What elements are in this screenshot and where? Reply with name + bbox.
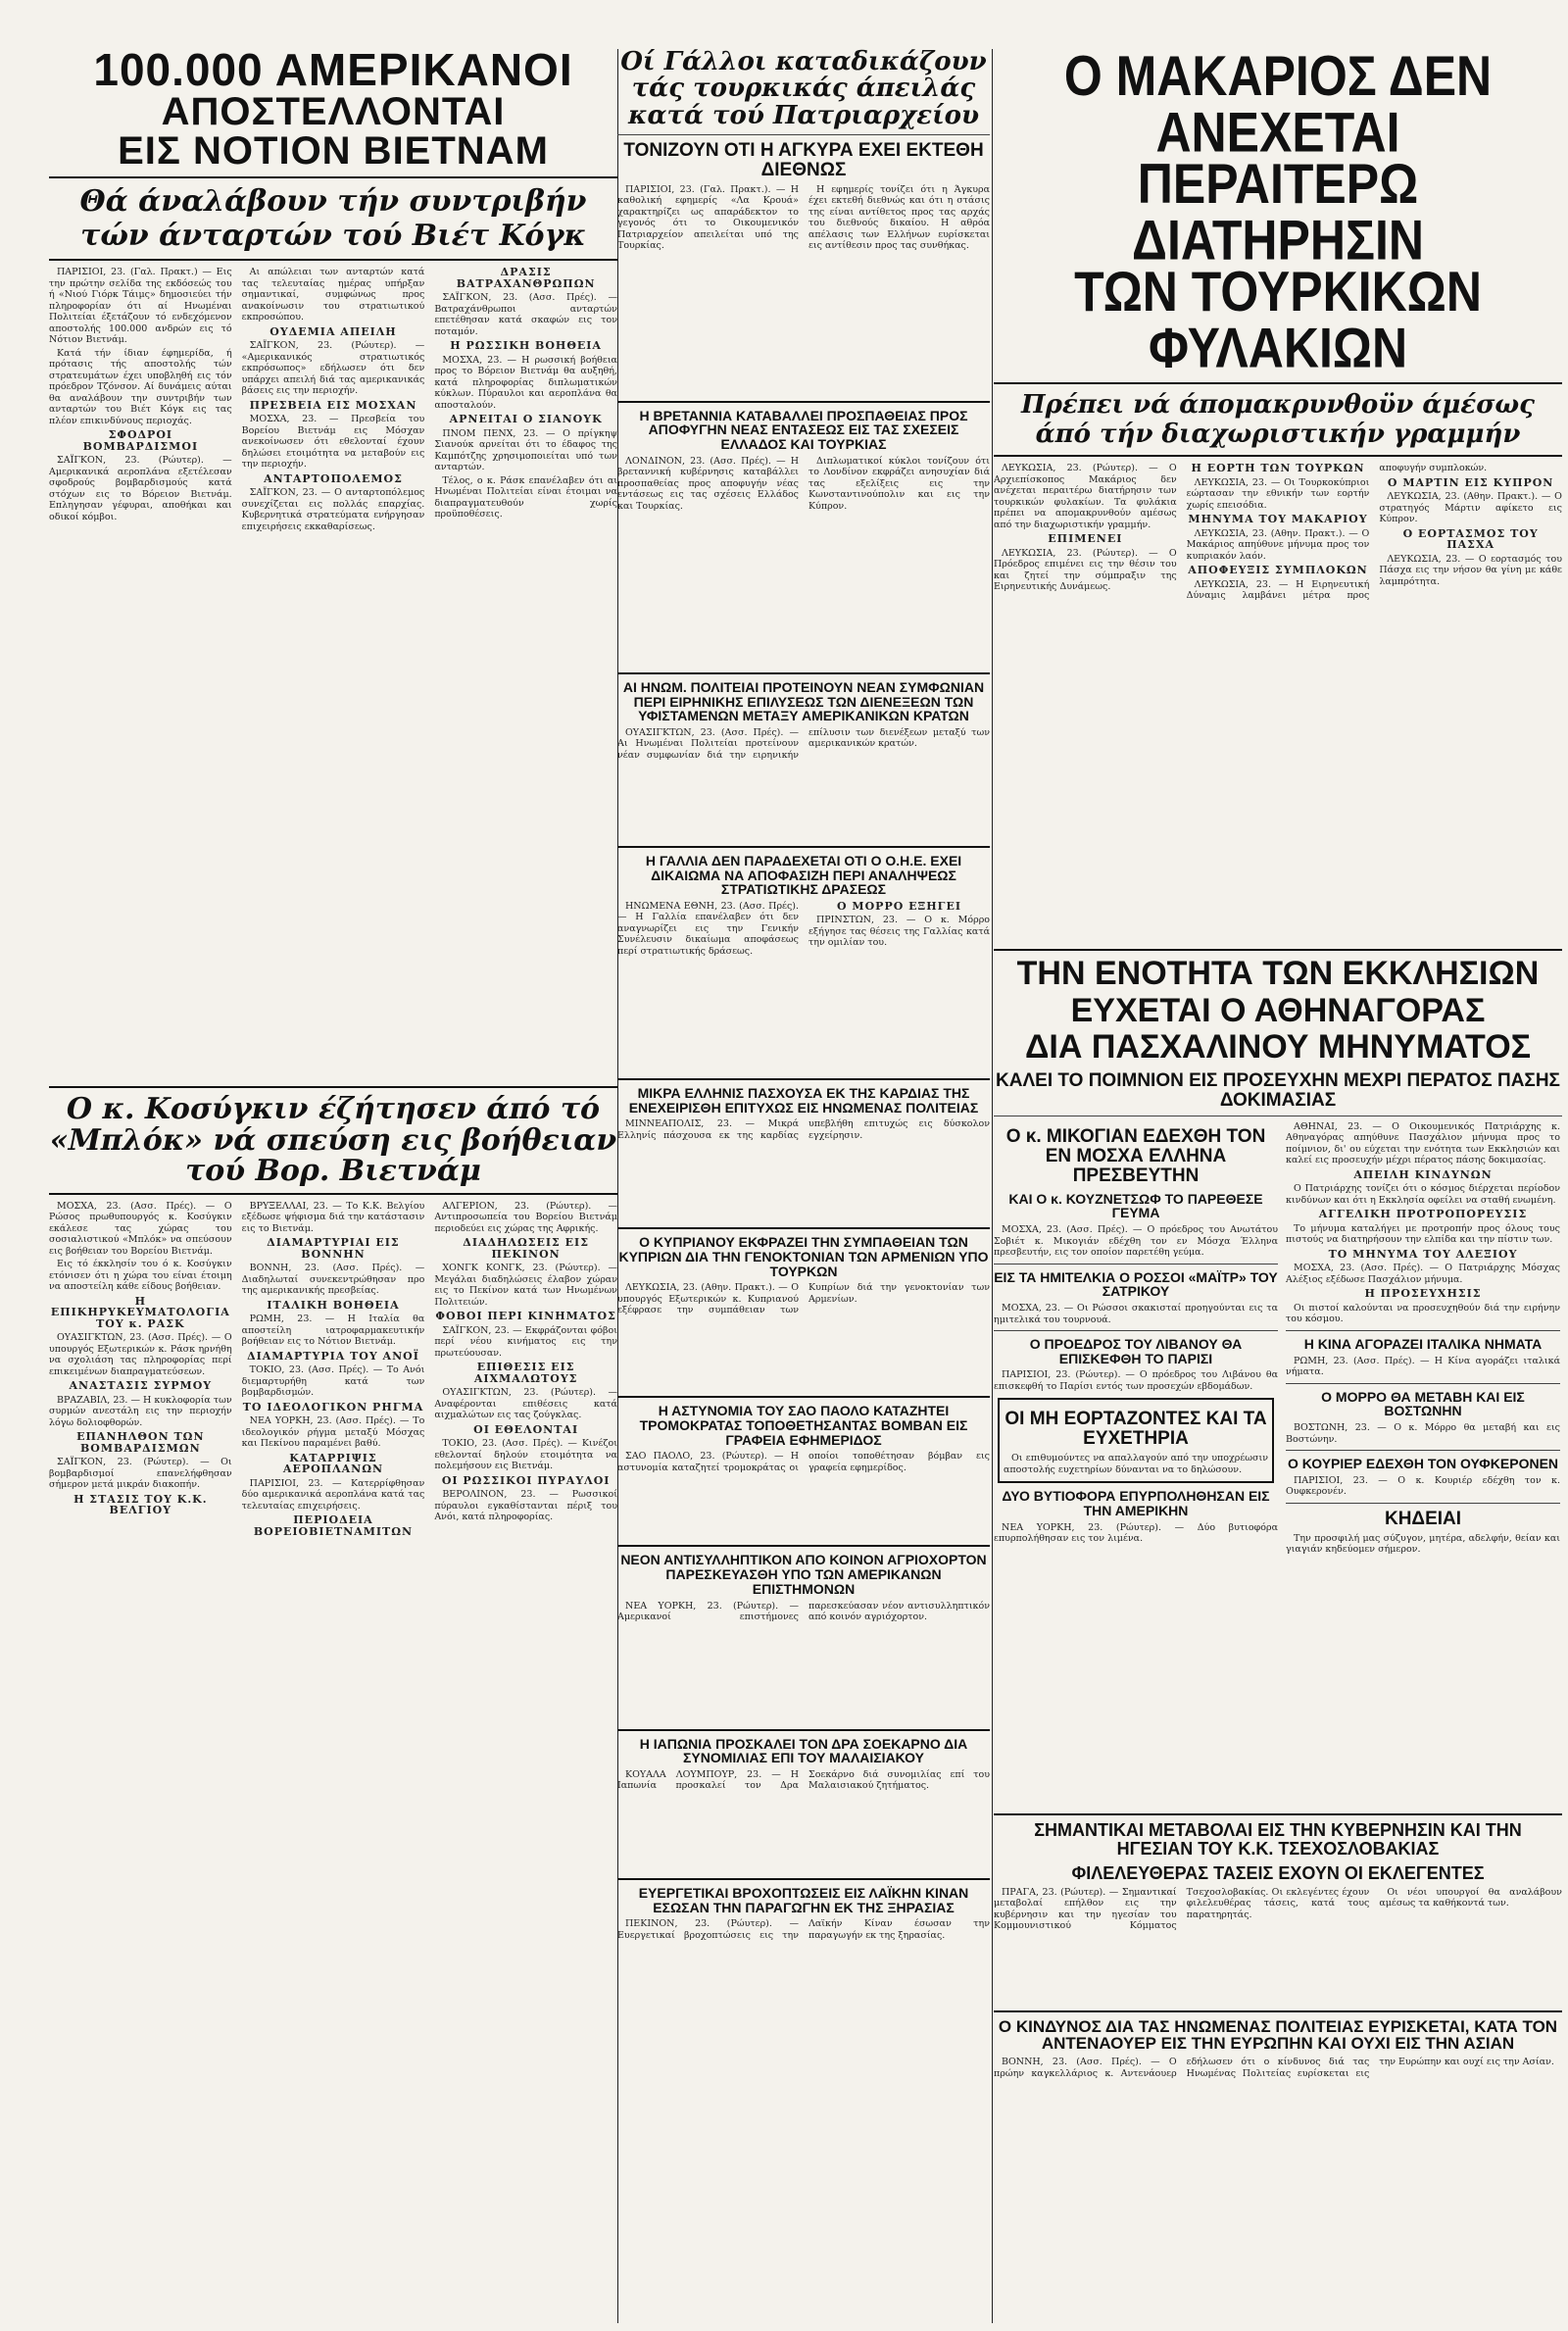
divider: [617, 401, 990, 403]
section-head: ΔΙΑΔΗΛΩΣΕΙΣ ΕΙΣ ΠΕΚΙΝΟΝ: [463, 1236, 589, 1261]
headline-kosygin: Ο κ. Κοσύγκιν έζήτησεν άπό τό «Μπλόκ» νά σπεύση εις βοήθειαν τού Βορ. Βιετνάμ: [49, 1092, 617, 1188]
headline-greek-child: ΜΙΚΡΑ ΕΛΛΗΝΙΣ ΠΑΣΧΟΥΣΑ ΕΚ ΤΗΣ ΚΑΡΔΙΑΣ ΤΗΣ ΕΝΕΧΕΙΡΙΣΘΗ ΕΠΙΤΥΧΩΣ ΕΙΣ ΗΝΩΜΕΝΑΣ ΠΟΛΙΤΕΙΑΣ: [628, 1084, 979, 1116]
churches-section: [994, 1121, 1562, 1808]
section-head: ΣΦΟΔΡΟΙ ΒΟΜΒΑΡΔΙΣΜΟΙ: [82, 428, 199, 453]
headline-china-threads: Η ΚΙΝΑ ΑΓΟΡΑΖΕΙ ΙΤΑΛΙΚΑ ΝΗΜΑΤΑ: [1303, 1335, 1543, 1352]
article-text-sao-paolo: ΣΑΟ ΠΑΟΛΟ, 23. (Ρώυτερ). — Η αστυνομία καταζητεί τρομοκράτας οι οποίοι τοποθέτησαν βόμβαν εις γραφεία εφημερίδος.: [617, 1451, 990, 1473]
article-text-cyprus: ΛΕΥΚΩΣΙΑ, 23. (Αθην. Πρακτ.). — Ο υπουργός Εξωτερικών κ. Κυπριανού εξέφρασε την συμπάθειαν των Κυπρίων διά την γενοκτονίαν των Αρμενίων.: [617, 1282, 990, 1316]
article-text-rain: ΠΕΚΙΝΟΝ, 23. (Ρώυτερ). — Ευεργετικαί βροχοπτώσεις εις την Λαϊκήν Κίναν έσωσαν την παραγωγήν εκ της ξηρασίας.: [617, 1918, 990, 1941]
column-right: [994, 47, 1562, 2321]
column-rule-2: [992, 49, 993, 2323]
section-head: ΜΗΝΥΜΑ ΤΟΥ ΜΑΚΑΡΙΟΥ: [1188, 513, 1368, 525]
subhead-churches: ΚΑΛΕΙ ΤΟ ΠΟΙΜΝΙΟΝ ΕΙΣ ΠΡΟΣΕΥΧΗΝ ΜΕΧΡΙ ΠΕΡΑΤΟΣ ΠΑΣΗΣ ΔΟΚΙΜΑΣΙΑΣ: [996, 1070, 1560, 1111]
headline-boats: ΔΥΟ ΒΥΤΙΟΦΟΡΑ ΕΠΥΡΠΟΛΗΘΗΣΑΝ ΕΙΣ ΤΗΝ ΑΜΕΡΙΚΗΝ: [1002, 1488, 1270, 1518]
section-head: ΔΙΑΜΑΡΤΥΡΙΑ ΤΟΥ ΑΝΟΪ: [247, 1349, 419, 1363]
section-head: ΔΡΑΣΙΣ ΒΑΤΡΑΧΑΝΘΡΩΠΩΝ: [456, 266, 596, 290]
section-head: ΑΠΟΦΕΥΞΙΣ ΣΥΜΠΛΟΚΩΝ: [1188, 564, 1368, 576]
section-head: ΑΝΑΣΤΑΣΙΣ ΣΥΡΜΟΥ: [69, 1379, 213, 1392]
article-text-morro: ΒΟΣΤΩΝΗ, 23. — Ο κ. Μόρρο θα μεταβή και εις Βοστώνην.: [1286, 1422, 1560, 1445]
section-head: Η ΕΟΡΤΗ ΤΩΝ ΤΟΥΡΚΩΝ: [1191, 462, 1365, 474]
divider: [617, 134, 990, 135]
headline-britain: Η ΒΡΕΤΑΝΝΙΑ ΚΑΤΑΒΑΛΛΕΙ ΠΡΟΣΠΑΘΕΙΑΣ ΠΡΟΣ ΑΠΟΦΥΓΗΝ ΝΕΑΣ ΕΝΤΑΣΕΩΣ ΕΙΣ ΤΑΣ ΣΧΕΣΕΙΣ ΕΛΛΑΔΟΣ ΚΑΙ ΤΟΥΡΚΙΑΣ: [639, 407, 968, 453]
article-text-britain: ΛΟΝΔΙΝΟΝ, 23. (Ασσ. Πρές). — Η βρεταννική κυβέρνησις καταβάλλει προσπαθείας προς αποφυγήν νέας εντάσεως εις τας σχέσεις Ελλάδος και Τουρκίας. Διπλωματικοί κύκλοι τονίζουν ότι το Λονδίνον εκφράζει ανησυχίαν διά τας εξελίξεις εις την Κωνσταντινούπολιν και εις την Κύπρον.: [617, 455, 990, 512]
headline-sao-paolo: Η ΑΣΤΥΝΟΜΙΑ ΤΟΥ ΣΑΟ ΠΑΟΛΟ ΚΑΤΑΖΗΤΕΙ ΤΡΟΜΟΚΡΑΤΑΣ ΤΟΠΟΘΕΤΗΣΑΝΤΑΣ ΒΟΜΒΑΝ ΕΙΣ ΓΡΑΦΕΙΑ ΕΦΗΜΕΡΙΔΟΣ: [639, 1403, 968, 1448]
article-text-patriarchate: ΠΑΡΙΣΙΟΙ, 23. (Γαλ. Πρακτ.). — Η καθολική εφημερίς «Λα Κρουά» χαρακτηρίζει ως απαράδεκτον το γεγονός ότι το Οικουμενικόν Πατριαρχείον απειλείται υπό της Τουρκίας. Η εφημερίς τονίζει ότι η Άγκυρα έχει εκτεθή διεθνώς και ότι η στάσις της είναι αντίθετος προς τας αρχάς του διεθνούς δικαίου. Η αθρόα απέλασις των Ελλήνων ευρίσκεται εις αντίθεσιν προς τας συνθήκας.: [617, 183, 990, 252]
section-head: ΤΟ ΙΔΕΟΛΟΓΙΚΟΝ ΡΗΓΜΑ: [242, 1400, 424, 1413]
divider: [994, 1813, 1562, 1815]
subhead-mikoyan: ΚΑΙ Ο κ. ΚΟΥΖΝΕΤΣΩΦ ΤΟ ΠΑΡΕΘΕΣΕ ΓΕΥΜΑ: [1008, 1190, 1263, 1221]
section-head: ΚΑΤΑΡΡΙΨΙΣ ΑΕΡΟΠΛΑΝΩΝ: [282, 1451, 384, 1475]
headline-japan-soekarno: Η ΙΑΠΩΝΙΑ ΠΡΟΣΚΑΛΕΙ ΤΟΝ ΔΡΑ ΣΟΕΚΑΡΝΟ ΔΙΑ ΣΥΝΟΜΙΛΙΑΣ ΕΠΙ ΤΟΥ ΜΑΛΑΙΣΙΑΚΟΥ: [639, 1735, 968, 1766]
divider: [49, 259, 617, 261]
headline-lebanon: Ο ΠΡΟΕΔΡΟΣ ΤΟΥ ΛΙΒΑΝΟΥ ΘΑ ΕΠΙΣΚΕΦΘΗ ΤΟ ΠΑΡΙΣΙ: [1029, 1336, 1243, 1366]
section-head: Η ΣΤΑΣΙΣ ΤΟΥ Κ.Κ. ΒΕΛΓΙΟΥ: [74, 1492, 208, 1516]
dateline: ΠΑΡΙΣΙΟΙ, 23. (Γαλ. Πρακτ.) — Εις την πρώτην σελίδα της εκδόσεώς του ή «Νιού Γιόρκ Τάιμς» δημοσιεύει τήν πληροφορίαν ότι αί Ηνωμέναι Πολιτείαι έξετάζουν τό ενδεχόμενον αποστολής 100.000 ανδρών εις τό Νότιον Βιετνάμ.: [49, 267, 232, 345]
divider: [49, 1086, 617, 1088]
section-head: ΕΠΙΜΕΝΕΙ: [1048, 532, 1123, 545]
divider: [1286, 1383, 1560, 1384]
article-text-czechoslovakia: ΠΡΑΓΑ, 23. (Ρώυτερ). — Σημαντικαί μεταβολαί επήλθον εις την κυβέρνησιν και την ηγεσίαν του Κομμουνιστικού Κόμματος Τσεχοσλοβακίας. Οι εκλεγέντες έχουν φιλελευθέρας τάσεις, κατά τους παρατηρητάς. Οι νέοι υπουργοί θα αναλάβουν αμέσως τα καθήκοντά των.: [994, 1886, 1562, 1932]
article-text-japan: ΚΟΥΑΛΑ ΛΟΥΜΠΟΥΡ, 23. — Η Ιαπωνία προσκαλεί τον Δρα Σοεκάρνο διά συνομιλίας επί του Μαλαισιακού ζητήματος.: [617, 1768, 990, 1792]
divider: [617, 1729, 990, 1731]
headline-france-patriarchate: Οί Γάλλοι καταδικάζουν τάς τουρκικάς άπειλάς κατά τού Πατριαρχείου: [620, 47, 987, 130]
section-head: Η ΠΡΟΣΕΥΧΗΣΙΣ: [1364, 1287, 1482, 1301]
article-text-kourier: ΠΑΡΙΣΙΟΙ, 23. — Ο κ. Κουριέρ εδέχθη τον κ. Ουφκερονέν.: [1286, 1474, 1560, 1498]
section-head: Η ΡΩΣΣΙΚΗ ΒΟΗΘΕΙΑ: [450, 339, 602, 352]
section-head: Ο ΕΟΡΤΑΣΜΟΣ ΤΟΥ ΠΑΣΧΑ: [1402, 526, 1539, 551]
banner-line-2: ΑΠΟΣΤΕΛΛΟΝΤΑΙ: [161, 90, 506, 133]
banner-makarios-2: ΠΕΡΑΙΤΕΡΩ ΔΙΑΤΗΡΗΣΙΝ: [1132, 152, 1424, 272]
divider: [994, 1264, 1278, 1265]
headline-kourier: Ο ΚΟΥΡΙΕΡ ΕΔΕΧΘΗ ΤΟΝ ΟΥΦΚΕΡΟΝΕΝ: [1287, 1456, 1559, 1471]
article-text-main: ΠΑΡΙΣΙΟΙ, 23. (Γαλ. Πρακτ.) — Εις την πρώτην σελίδα της εκδόσεώς του ή «Νιού Γιόρκ Τάιμς» δημοσιεύει τήν πληροφορίαν ότι αί Ηνωμέναι Πολιτείαι έξετάζουν τό ενδεχόμενον αποστολής 100.000 ανδρών εις τό Νότιον Βιετνάμ. Κατά τήν ίδιαν έφημερίδα, ή πρότασις τής αποστολής τών στρατευμάτων έχει υποβληθή εις τόν πρόεδρον Τζόνσον. Αί δυνάμεις αύται θα αναλάβουν την συντριβήν των ανταρτών του Βιέτ Κόγκ εις τας πλέον επικινδύνους περιοχάς. ΣΦΟΔΡΟΙ ΒΟΜΒΑΡΔΙΣΜΟΙ ΣΑΪΓΚΟΝ, 23. (Ρώυτερ). — Αμερικανικά αεροπλάνα εξετέλεσαν σφοδρούς βομβαρδισμούς κατά στόχων εις το Βόρειον Βιετνάμ. Επληγησαν γέφυραι, αποθήκαι και οδικοί κόμβοι. Αι απώλειαι των ανταρτών κατά τας τελευταίας ημέρας υπήρξαν σημαντικαί, συμφώνως προς ανακοίνωσιν του στρατιωτικού εκπροσώπου. ΟΥΔΕΜΙΑ ΑΠΕΙΛΗ ΣΑΪΓΚΟΝ, 23. (Ρώυτερ). — «Αμερικανικός στρατιωτικός εκπρόσωπος» εδήλωσεν ότι δεν υπάρχει απειλή διά τας αμερικανικάς βάσεις εις την περιοχήν. ΠΡΕΣΒΕΙΑ ΕΙΣ ΜΟΣΧΑΝ ΜΟΣΧΑ, 23. — Πρεσβεία του Βορείου Βιετνάμ εις Μόσχαν ανεκοίνωσεν ότι εθελονταί έχουν δηλώσει ετοιμότητα να μεταβούν εις την περιοχήν. ΑΝΤΑΡΤΟΠΟΛΕΜΟΣ ΣΑΪΓΚΟΝ, 23. — Ο ανταρτοπόλεμος συνεχίζεται εις πολλάς επαρχίας. Κυβερνητικά στρατεύματα ενήργησαν επιχειρήσεις εκκαθαρίσεως. ΔΡΑΣΙΣ ΒΑΤΡΑΧΑΝΘΡΩΠΩΝ ΣΑΪΓΚΟΝ, 23. (Ασσ. Πρές). — Βατραχάνθρωποι ανταρτών επετέθησαν κατά σκαφών εις τον ποταμόν. Η ΡΩΣΣΙΚΗ ΒΟΗΘΕΙΑ ΜΟΣΧΑ, 23. — Η ρωσσική βοήθεια προς το Βόρειον Βιετνάμ θα αυξηθή, κατά πληροφορίας διπλωματικών κύκλων. Πύραυλοι και αεροπλάνα θα αποσταλούν. ΑΡΝΕΙΤΑΙ Ο ΣΙΑΝΟΥΚ ΠΝΟΜ ΠΕΝΧ, 23. — Ο πρίγκηψ Σιανούκ αρνείται ότι το έδαφος της Καμπότζης χρησιμοποιείται υπό των ανταρτών. Τέλος, ο κ. Ράσκ επανέλαβεν ότι αι Ηνωμέναι Πολιτείαι είναι έτοιμαι να διαπραγματευθούν χωρίς προϋποθέσεις.: [49, 266, 617, 532]
article-text-kosygin: ΜΟΣΧΑ, 23. (Ασσ. Πρές). — Ο Ρώσος πρωθυπουργός κ. Κοσύγκιν εκάλεσε τας χώρας του σοσιαλιστικού «Μπλόκ» να σπεύσουν εις βοήθειαν του Βορείου Βιετνάμ. Εις τό έκκλησίν του ό κ. Κοσύγκιν ετόνισεν ότι η χώρα του είναι έτοιμη να αποστείλη κάθε είδους βοήθειαν. Η ΕΠΙΚΗΡΥΚΕΥΜΑΤΟΛΟΓΙΑ ΤΟΥ κ. ΡΑΣΚ ΟΥΑΣΙΓΚΤΩΝ, 23. (Ασσ. Πρές). — Ο υπουργός Εξωτερικών κ. Ράσκ ηρνήθη να σχολιάση τας πληροφορίας περί επικειμένων διαπραγματεύσεων. ΑΝΑΣΤΑΣΙΣ ΣΥΡΜΟΥ ΒΡΑΖΑΒΙΛ, 23. — Η κυκλοφορία των συρμών ανεστάλη εις την περιοχήν λόγω δολιοφθορών. ΕΠΑΝΗΛΘΟΝ ΤΩΝ ΒΟΜΒΑΡΔΙΣΜΩΝ ΣΑΪΓΚΟΝ, 23. (Ρώυτερ). — Οι βομβαρδισμοί επανελήφθησαν σήμερον μετά μικράν διακοπήν. Η ΣΤΑΣΙΣ ΤΟΥ Κ.Κ. ΒΕΛΓΙΟΥ ΒΡΥΞΕΛΛΑΙ, 23. — Το Κ.Κ. Βελγίου εξέδωσε ψήφισμα διά την κατάστασιν εις το Βιετνάμ. ΔΙΑΜΑΡΤΥΡΙΑΙ ΕΙΣ ΒΟΝΝΗΝ ΒΟΝΝΗ, 23. (Ασσ. Πρές). — Διαδηλωταί συνεκεντρώθησαν προ της αμερικανικής πρεσβείας. ΙΤΑΛΙΚΗ ΒΟΗΘΕΙΑ ΡΩΜΗ, 23. — Η Ιταλία θα αποστείλη ιατροφαρμακευτικήν βοήθειαν εις το Νότιον Βιετνάμ. ΔΙΑΜΑΡΤΥΡΙΑ ΤΟΥ ΑΝΟΪ ΤΟΚΙΟ, 23. (Ασσ. Πρές). — Το Ανόι διεμαρτυρήθη κατά των βομβαρδισμών. ΤΟ ΙΔΕΟΛΟΓΙΚΟΝ ΡΗΓΜΑ ΝΕΑ ΥΟΡΚΗ, 23. (Ασσ. Πρές). — Το ιδεολογικόν ρήγμα μεταξύ Μόσχας και Πεκίνου παραμένει βαθύ. ΚΑΤΑΡΡΙΨΙΣ ΑΕΡΟΠΛΑΝΩΝ ΠΑΡΙΣΙΟΙ, 23. — Κατερρίφθησαν δύο αμερικανικά αεροπλάνα κατά τας τελευταίας επιχειρήσεις. ΠΕΡΙΟΔΕΙΑ ΒΟΡΕΙΟΒΙΕΤΝΑΜΙΤΩΝ ΑΛΓΕΡΙΟΝ, 23. (Ρώυτερ). — Αντιπροσωπεία του Βορείου Βιετνάμ περιοδεύει εις χώρας της Αφρικής. ΔΙΑΔΗΛΩΣΕΙΣ ΕΙΣ ΠΕΚΙΝΟΝ ΧΟΝΓΚ ΚΟΝΓΚ, 23. (Ρώυτερ). — Μεγάλαι διαδηλώσεις έλαβον χώραν εις το Πεκίνον κατά των Ηνωμένων Πολιτειών. ΦΟΒΟΙ ΠΕΡΙ ΚΙΝΗΜΑΤΟΣ ΣΑΪΓΚΟΝ, 23. — Εκφράζονται φόβοι περί νέου κινήματος εις την πρωτεύουσαν. ΕΠΙΘΕΣΙΣ ΕΙΣ ΑΙΧΜΑΛΩΤΟΥΣ ΟΥΑΣΙΓΚΤΩΝ, 23. (Ρώυτερ). — Αναφέρονται επιθέσεις κατά αιχμαλώτων εις τας ζούγκλας. ΟΙ ΕΘΕΛΟΝΤΑΙ ΤΟΚΙΟ, 23. (Ασσ. Πρές). — Κινέζοι εθελονταί δηλούν ετοιμότητα να πολεμήσουν εις Βιετνάμ. ΟΙ ΡΩΣΣΙΚΟΙ ΠΥΡΑΥΛΟΙ ΒΕΡΟΛΙΝΟΝ, 23. — Ρωσσικοί πύραυλοι εγκαθίστανται πέριξ του Ανόι, κατά πληροφορίας.: [49, 1200, 617, 1538]
headline-churches-1: ΤΗΝ ΕΝΟΤΗΤΑ ΤΩΝ ΕΚΚΛΗΣΙΩΝ: [1016, 955, 1540, 992]
article-text-makarios: ΛΕΥΚΩΣΙΑ, 23. (Ρώυτερ). — Ο Αρχιεπίσκοπος Μακάριος δεν ανέχεται περαιτέρω διατήρησιν των τουρκικών φυλακίων. Τα φυλάκια πρέπει να απομακρυνθούν αμέσως από την διαχωριστικήν γραμμήν. ΕΠΙΜΕΝΕΙ ΛΕΥΚΩΣΙΑ, 23. (Ρώυτερ). — Ο Πρόεδρος επιμένει εις την θέσιν του και ζητεί την σύμπραξιν της Ειρηνευτικής Δυνάμεως. Η ΕΟΡΤΗ ΤΩΝ ΤΟΥΡΚΩΝ ΛΕΥΚΩΣΙΑ, 23. — Οι Τουρκοκύπριοι εώρτασαν την εθνικήν των εορτήν χωρίς επεισόδια. ΜΗΝΥΜΑ ΤΟΥ ΜΑΚΑΡΙΟΥ ΛΕΥΚΩΣΙΑ, 23. (Αθην. Πρακτ.). — Ο Μακάριος απηύθυνε μήνυμα προς τον κυπριακόν λαόν. ΑΠΟΦΕΥΞΙΣ ΣΥΜΠΛΟΚΩΝ ΛΕΥΚΩΣΙΑ, 23. — Η Ειρηνευτική Δύναμις λαμβάνει μέτρα προς αποφυγήν συμπλοκών. Ο ΜΑΡΤΙΝ ΕΙΣ ΚΥΠΡΟΝ ΛΕΥΚΩΣΙΑ, 23. (Αθην. Πρακτ.). — Ο στρατηγός Μάρτιν αφίκετο εις Κύπρον. Ο ΕΟΡΤΑΣΜΟΣ ΤΟΥ ΠΑΣΧΑ ΛΕΥΚΩΣΙΑ, 23. — Ο εορτασμός του Πάσχα εις την νήσον θα γίνη με κάθε λαμπρότητα.: [994, 462, 1562, 601]
divider: [1286, 1503, 1560, 1504]
headline-morro-boston: Ο ΜΟΡΡΟ ΘΑ ΜΕΤΑΒΗ ΚΑΙ ΕΙΣ ΒΟΣΤΩΝΗΝ: [1321, 1388, 1525, 1419]
article-text-lebanon: ΠΑΡΙΣΙΟΙ, 23. (Ρώυτερ). — Ο πρόεδρος του Λιβάνου θα επισκεφθή το Παρίσι εντός των προσεχών εβδομάδων.: [994, 1369, 1278, 1392]
divider: [617, 672, 990, 674]
divider: [1286, 1330, 1560, 1331]
divider: [994, 455, 1562, 457]
headline-contraceptive: ΝΕΟΝ ΑΝΤΙΣΥΛΛΗΠΤΙΚΟΝ ΑΠΟ ΚΟΙΝΟΝ ΑΓΡΙΟΧΟΡΤΟΝ ΠΑΡΕΣΚΕΥΑΣΘΗ ΥΠΟ ΤΩΝ ΑΜΕΡΙΚΑΝΩΝ ΕΠΙΣΤΗΜΟΝΩΝ: [620, 1552, 987, 1597]
headline-churches-2: ΕΥΧΕΤΑΙ Ο ΑΘΗΝΑΓΟΡΑΣ: [1070, 991, 1486, 1029]
article-text-funerals: Την προσφιλή μας σύζυγον, μητέρα, αδελφήν, θείαν και γιαγιάν κηδεύομεν σήμερον.: [1286, 1532, 1560, 1556]
divider: [617, 1227, 990, 1229]
column-middle: [617, 47, 990, 2321]
headline-adenauer: Ο ΚΙΝΔΥΝΟΣ ΔΙΑ ΤΑΣ ΗΝΩΜΕΝΑΣ ΠΟΛΙΤΕΙΑΣ ΕΥΡΙΣΚΕΤΑΙ, ΚΑΤΑ ΤΟΝ ΑΝΤΕΝΑΟΥΕΡ ΕΙΣ ΤΗΝ ΕΥΡΩΠΗΝ ΚΑΙ ΟΥΧΙ ΕΙΣ ΤΗΝ ΑΣΙΑΝ: [998, 2016, 1558, 2054]
box-title: ΟΙ ΜΗ ΕΟΡΤΑΖΟΝΤΕΣ ΚΑΙ ΤΑ ΕΥΧΕΤΗΡΙΑ: [1004, 1409, 1267, 1450]
article-text-china: ΡΩΜΗ, 23. (Ασσ. Πρές). — Η Κίνα αγοράζει ιταλικά νήματα.: [1286, 1355, 1560, 1378]
section-head: ΑΝΤΑΡΤΟΠΟΛΕΜΟΣ: [264, 471, 403, 485]
headline-china-rain: ΕΥΕΡΓΕΤΙΚΑΙ ΒΡΟΧΟΠΤΩΣΕΙΣ ΕΙΣ ΛΑΪΚΗΝ ΚΙΝΑΝ ΕΣΩΣΑΝ ΤΗΝ ΠΑΡΑΓΩΓΗΝ ΕΚ ΤΗΣ ΞΗΡΑΣΙΑΣ: [638, 1884, 969, 1915]
headline-funerals: ΚΗΔΕΙΑΙ: [1384, 1508, 1462, 1529]
article-text-boats: ΝΕΑ ΥΟΡΚΗ, 23. (Ρώυτερ). — Δύο βυτιοφόρα επυρπολήθησαν εις τον λιμένα.: [994, 1521, 1278, 1545]
banner-makarios-1: Ο ΜΑΚΑΡΙΟΣ ΔΕΝ ΑΝΕΧΕΤΑΙ: [1063, 47, 1493, 164]
divider: [49, 176, 617, 178]
section-head: ΠΕΡΙΟΔΕΙΑ ΒΟΡΕΙΟΒΙΕΤΝΑΜΙΤΩΝ: [253, 1513, 414, 1538]
subhead-czechoslovakia: ΦΙΛΕΛΕΥΘΕΡΑΣ ΤΑΣΕΙΣ ΕΧΟΥΝ ΟΙ ΕΚΛΕΓΕΝΤΕΣ: [1071, 1862, 1485, 1883]
banner-line-3: ΕΙΣ ΝΟΤΙΟΝ ΒΙΕΤΝΑΜ: [118, 129, 549, 173]
article-text-usa: ΟΥΑΣΙΓΚΤΩΝ, 23. (Ασσ. Πρές). — Αι Ηνωμέναι Πολιτείαι προτείνουν νέαν συμφωνίαν διά την ειρηνικήν επίλυσιν των διενέξεων μεταξύ των αμερικανικών κρατών.: [617, 726, 990, 761]
churches-left: [994, 1121, 1278, 1808]
divider: [617, 1878, 990, 1880]
section-head: ΕΠΙΘΕΣΙΣ ΕΙΣ ΑΙΧΜΑΛΩΤΟΥΣ: [473, 1361, 578, 1385]
headline-churches-3: ΔΙΑ ΠΑΣΧΑΛΙΝΟΥ ΜΗΝΥΜΑΤΟΣ: [1024, 1028, 1532, 1066]
article-text-maitr: ΜΟΣΧΑ, 23. — Οι Ρώσσοι σκακισταί προηγούνται εις τα ημιτελικά του τουρνουά.: [994, 1303, 1278, 1325]
section-head: ΦΟΒΟΙ ΠΕΡΙ ΚΙΝΗΜΑΤΟΣ: [435, 1310, 616, 1322]
section-head: Ο ΜΑΡΤΙΝ ΕΙΣ ΚΥΠΡΟΝ: [1387, 475, 1554, 489]
subheadline-makarios: Πρέπει νά άπομακρυνθοϋν άμέσως άπό τήν διαχωριστικήν γραμμήν: [1021, 390, 1535, 449]
divider: [617, 1545, 990, 1547]
headline-cyprus-armenians: Ο ΚΥΠΡΙΑΝΟΥ ΕΚΦΡΑΖΕΙ ΤΗΝ ΣΥΜΠΑΘΕΙΑΝ ΤΩΝ ΚΥΠΡΙΩΝ ΔΙΑ ΤΗΝ ΓΕΝΟΚΤΟΝΙΑΝ ΤΩΝ ΑΡΜΕΝΙΩΝ ΥΠΟ ΤΟΥΡΚΩΝ: [618, 1234, 989, 1279]
article-text-contraceptive: ΝΕΑ ΥΟΡΚΗ, 23. (Ρώυτερ). — Αμερικανοί επιστήμονες παρεσκεύασαν νέον αντισυλληπτικόν από κοινόν αγριόχορτον.: [617, 1600, 990, 1623]
churches-right: [1286, 1121, 1560, 1808]
article-text-athenagoras: ΑΘΗΝΑΙ, 23. — Ο Οικουμενικός Πατριάρχης κ. Αθηναγόρας απηύθυνε Πασχάλιον μήνυμα προς το ποίμνιον, δι' ου εύχεται την ενότητα των Εκκλησιών και καλεί εις προσευχήν μέχρι πέρατος πάσης δοκιμασίας. ΑΠΕΙΛΗ ΚΙΝΔΥΝΩΝ Ο Πατριάρχης τονίζει ότι ο κόσμος διέρχεται περίοδον κινδύνων και ότι η Εκκλησία οφείλει να σταθή ενωμένη. ΑΓΓΕΛΙΚΗ ΠΡΟΤΡΟΠΟΡΕΥΣΙΣ Το μήνυμα καταλήγει με προτροπήν προς όλους τους πιστούς να διατηρήσουν την ελπίδα και την πίστιν των. ΤΟ ΜΗΝΥΜΑ ΤΟΥ ΑΛΕΞΙΟΥ ΜΟΣΧΑ, 23. (Ασσ. Πρές). — Ο Πατριάρχης Μόσχας Αλέξιος εξέδωσε Πασχάλιον μήνυμα. Η ΠΡΟΣΕΥΧΗΣΙΣ Οι πιστοί καλούνται να προσευχηθούν διά την ειρήνην του κόσμου.: [1286, 1120, 1560, 1325]
article-text-france-un: ΗΝΩΜΕΝΑ ΕΘΝΗ, 23. (Ασσ. Πρές). — Η Γαλλία επανέλαβεν ότι δεν αναγνωρίζει εις την Γενικήν Συνέλευσιν δικαίωμα αποφάσεως περί στρατιωτικής δράσεως. Ο ΜΟΡΡΟ ΕΞΗΓΕΙ ΠΡΙΝΣΤΩΝ, 23. — Ο κ. Μόρρο εξήγησε τας θέσεις της Γαλλίας κατά την ομιλίαν του.: [617, 899, 990, 957]
section-head: ΤΟ ΜΗΝΥΜΑ ΤΟΥ ΑΛΕΞΙΟΥ: [1328, 1247, 1518, 1261]
box-text: Οι επιθυμούντες να απαλλαγούν από την υποχρέωσιν αποστολής ευχετηρίων δύνανται να το δηλώσουν.: [1004, 1453, 1268, 1475]
section-head: ΑΡΝΕΙΤΑΙ Ο ΣΙΑΝΟΥΚ: [449, 413, 603, 425]
section-head: ΟΙ ΕΘΕΛΟΝΤΑΙ: [473, 1422, 579, 1436]
divider: [994, 949, 1562, 951]
article-text-adenauer: ΒΟΝΝΗ, 23. (Ασσ. Πρές). — Ο πρώην καγκελλάριος κ. Αντενάουερ εδήλωσεν ότι ο κίνδυνος διά τας Ηνωμένας Πολιτείας ευρίσκεται εις την Ευρώπην και ουχί εις την Ασίαν.: [994, 2057, 1554, 2079]
headline-mikoyan: Ο κ. ΜΙΚΟΓΙΑΝ ΕΔΕΧΘΗ ΤΟΝ ΕΝ ΜΟΣΧΑ ΕΛΛΗΝΑ ΠΡΕΣΒΕΥΤΗΝ: [1005, 1125, 1266, 1186]
box-non-celebrants: [998, 1398, 1274, 1483]
headline-czechoslovakia: ΣΗΜΑΝΤΙΚΑΙ ΜΕΤΑΒΟΛΑΙ ΕΙΣ ΤΗΝ ΚΥΒΕΡΝΗΣΙΝ ΚΑΙ ΤΗΝ ΗΓΕΣΙΑΝ ΤΟΥ Κ.Κ. ΤΣΕΧΟΣΛΟΒΑΚΙΑΣ: [1034, 1819, 1522, 1859]
divider: [617, 1396, 990, 1398]
subhead-ankara: ΤΟΝΙΖΟΥΝ ΟΤΙ Η ΑΓΚΥΡΑ ΕΧΕΙ ΕΚΤΕΘΗ ΔΙΕΘΝΩΣ: [623, 139, 984, 180]
section-head: ΠΡΕΣΒΕΙΑ ΕΙΣ ΜΟΣΧΑΝ: [249, 398, 417, 412]
headline-maitr: ΕΙΣ ΤΑ ΗΜΙΤΕΛΚΙΑ Ο ΡΟΣΣΟΙ «ΜΑΪΤΡ» ΤΟΥ ΣΑΤΡΙΚΟΥ: [994, 1268, 1278, 1300]
article-text-mikoyan: ΜΟΣΧΑ, 23. (Ασσ. Πρές). — Ο πρόεδρος του Ανωτάτου Σοβιέτ κ. Μικογιάν εδέχθη τον εν Μόσχα Έλληνα πρεσβευτήν, εις τον οποίον παρετέθη γεύμα.: [994, 1224, 1278, 1259]
divider: [994, 1330, 1278, 1331]
subheadline: Θά άναλάβουν τήν συντριβήν τών άνταρτών τού Βιέτ Κόγκ: [79, 184, 587, 253]
headline-france-un: Η ΓΑΛΛΙΑ ΔΕΝ ΠΑΡΑΔΕΧΕΤΑΙ ΟΤΙ Ο Ο.Η.Ε. ΕΧΕΙ ΔΙΚΑΙΩΜΑ ΝΑ ΑΠΟΦΑΣΙΖΗ ΠΕΡΙ ΑΝΑΛΗΨΕΩΣ ΣΤΡΑΤΙΩΤΙΚΗΣ ΔΡΑΣΕΩΣ: [645, 852, 962, 898]
divider: [1286, 1450, 1560, 1451]
headline-usa-agreement: ΑΙ ΗΝΩΜ. ΠΟΛΙΤΕΙΑΙ ΠΡΟΤΕΙΝΟΥΝ ΝΕΑΝ ΣΥΜΦΩΝΙΑΝ ΠΕΡΙ ΕΙΡΗΝΙΚΗΣ ΕΠΙΛΥΣΕΩΣ ΤΩΝ ΔΙΕΝΕΞΕΩΝ ΤΩΝ ΥΦΙΣΤΑΜΕΝΩΝ ΜΕΤΑΞΥ ΑΜΕΡΙΚΑΝΙΚΩΝ ΚΡΑΤΩΝ: [622, 678, 985, 724]
banner-line-1: 100.000 ΑΜΕΡΙΚΑΝΟΙ: [93, 47, 573, 95]
section-head: Η ΕΠΙΚΗΡΥΚΕΥΜΑΤΟΛΟΓΙΑ ΤΟΥ κ. ΡΑΣΚ: [50, 1294, 230, 1330]
section-head: ΕΠΑΝΗΛΘΟΝ ΤΩΝ ΒΟΜΒΑΡΔΙΣΜΩΝ: [76, 1430, 205, 1455]
section-head: ΑΠΕΙΛΗ ΚΙΝΔΥΝΩΝ: [1353, 1167, 1493, 1181]
section-head: ΙΤΑΛΙΚΗ ΒΟΗΘΕΙΑ: [267, 1298, 400, 1312]
divider: [994, 382, 1562, 384]
column-left: [49, 47, 617, 2321]
section-head: ΟΥΔΕΜΙΑ ΑΠΕΙΛΗ: [270, 324, 397, 338]
section-head: ΑΓΓΕΛΙΚΗ ΠΡΟΤΡΟΠΟΡΕΥΣΙΣ: [1318, 1208, 1528, 1221]
divider: [994, 2010, 1562, 2012]
section-head: ΔΙΑΜΑΡΤΥΡΙΑΙ ΕΙΣ ΒΟΝΝΗΝ: [267, 1236, 400, 1261]
section-head: Ο ΜΟΡΡΟ ΕΞΗΓΕΙ: [837, 899, 961, 913]
article-text-child: ΜΙΝΝΕΑΠΟΛΙΣ, 23. — Μικρά Ελληνίς πάσχουσα εκ της καρδίας υπεβλήθη επιτυχώς εις δύσκολον εγχείρησιν.: [617, 1118, 990, 1141]
section-head: ΟΙ ΡΩΣΣΙΚΟΙ ΠΥΡΑΥΛΟΙ: [441, 1473, 611, 1487]
divider: [617, 1078, 990, 1080]
banner-makarios-3: ΤΩΝ ΤΟΥΡΚΙΚΩΝ ΦΥΛΑΚΙΩΝ: [1074, 260, 1482, 379]
divider: [49, 1193, 617, 1195]
divider: [617, 846, 990, 848]
